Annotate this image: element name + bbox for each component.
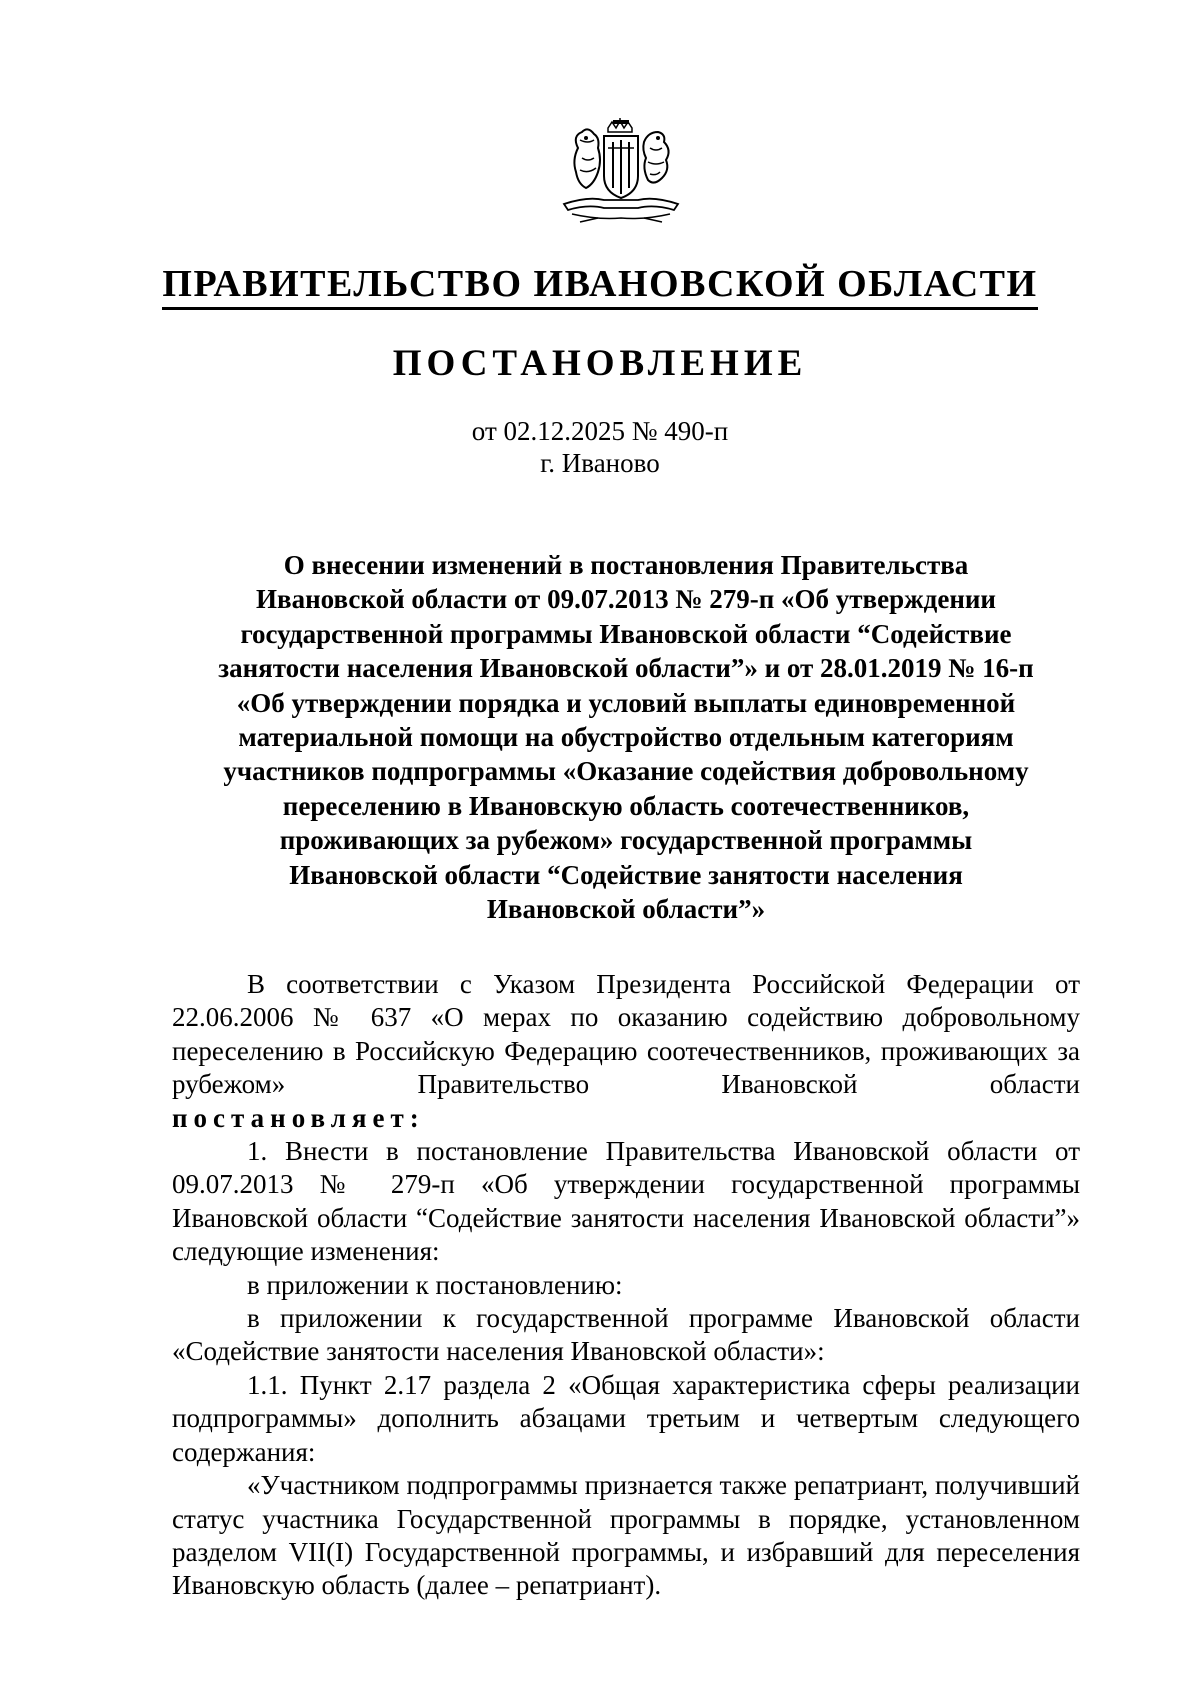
heading-line: занятости населения Ивановской области”» и от 28.01.2019 № 16-п	[218, 653, 1034, 684]
document-type: ПОСТАНОВЛЕНИЕ	[392, 343, 808, 384]
decree-keyword: постановляет:	[172, 1102, 425, 1133]
coat-of-arms-icon	[558, 118, 683, 228]
heading-line: «Об утверждении порядка и условий выплаты единовременной	[236, 687, 1016, 718]
heading-line: Ивановской области “Содействие занятости населения	[289, 859, 963, 890]
body-paragraph: «Участником подпрограммы признается также репатриант, получивший статус участника Государственной программы в порядке, установленном разделом VII(I) Государственной программы, и избравший для переселения Ивановскую область (далее – репатриант).	[172, 1470, 1080, 1601]
heading-line: участников подпрограммы «Оказание содействия добровольному	[223, 756, 1029, 787]
body-paragraph-decree	[172, 1102, 1080, 1135]
heading-line: Ивановской области”»	[486, 894, 766, 925]
heading-line: государственной программы Ивановской области “Содействие	[240, 618, 1012, 649]
heading-line: переселению в Ивановскую область соотечественников,	[282, 790, 970, 821]
date-number: от 02.12.2025 № 490-п	[471, 416, 729, 446]
government-title	[0, 262, 1200, 306]
body-paragraph: 1. Внести в постановление Правительства Ивановской области от 09.07.2013 № 279-п «Об утверждении государственной программы Ивановской области “Содействие занятости населения Ивановской области”» следующие изменения:	[172, 1136, 1080, 1267]
body-paragraph: в приложении к государственной программе Ивановской области «Содействие занятости населения Ивановской области»:	[172, 1303, 1080, 1367]
heading-line: материальной помощи на обустройство отдельным категориям	[238, 722, 1014, 753]
body-paragraph: в приложении к постановлению:	[247, 1269, 623, 1300]
document-body	[172, 968, 1080, 1603]
body-paragraph-preamble: В соответствии с Указом Президента Российской Федерации от 22.06.2006 № 637 «О мерах по оказанию содействию добровольному переселению в Российскую Федерацию соотечественников, проживающих за рубежом» Правительство Ивановской области	[172, 969, 1080, 1100]
city: г. Иваново	[540, 448, 660, 478]
heading-line: О внесении изменений в постановления Правительства	[283, 550, 969, 580]
document-heading	[150, 548, 1102, 926]
heading-line: проживающих за рубежом» государственной программы	[279, 825, 973, 856]
government-title-text: ПРАВИТЕЛЬСТВО ИВАНОВСКОЙ ОБЛАСТИ	[162, 263, 1037, 310]
body-paragraph: 1.1. Пункт 2.17 раздела 2 «Общая характеристика сферы реализации подпрограммы» дополнить абзацами третьим и четвертым следующего содержания:	[172, 1369, 1080, 1467]
heading-line: Ивановской области от 09.07.2013 № 279-п «Об утверждении	[256, 584, 996, 615]
